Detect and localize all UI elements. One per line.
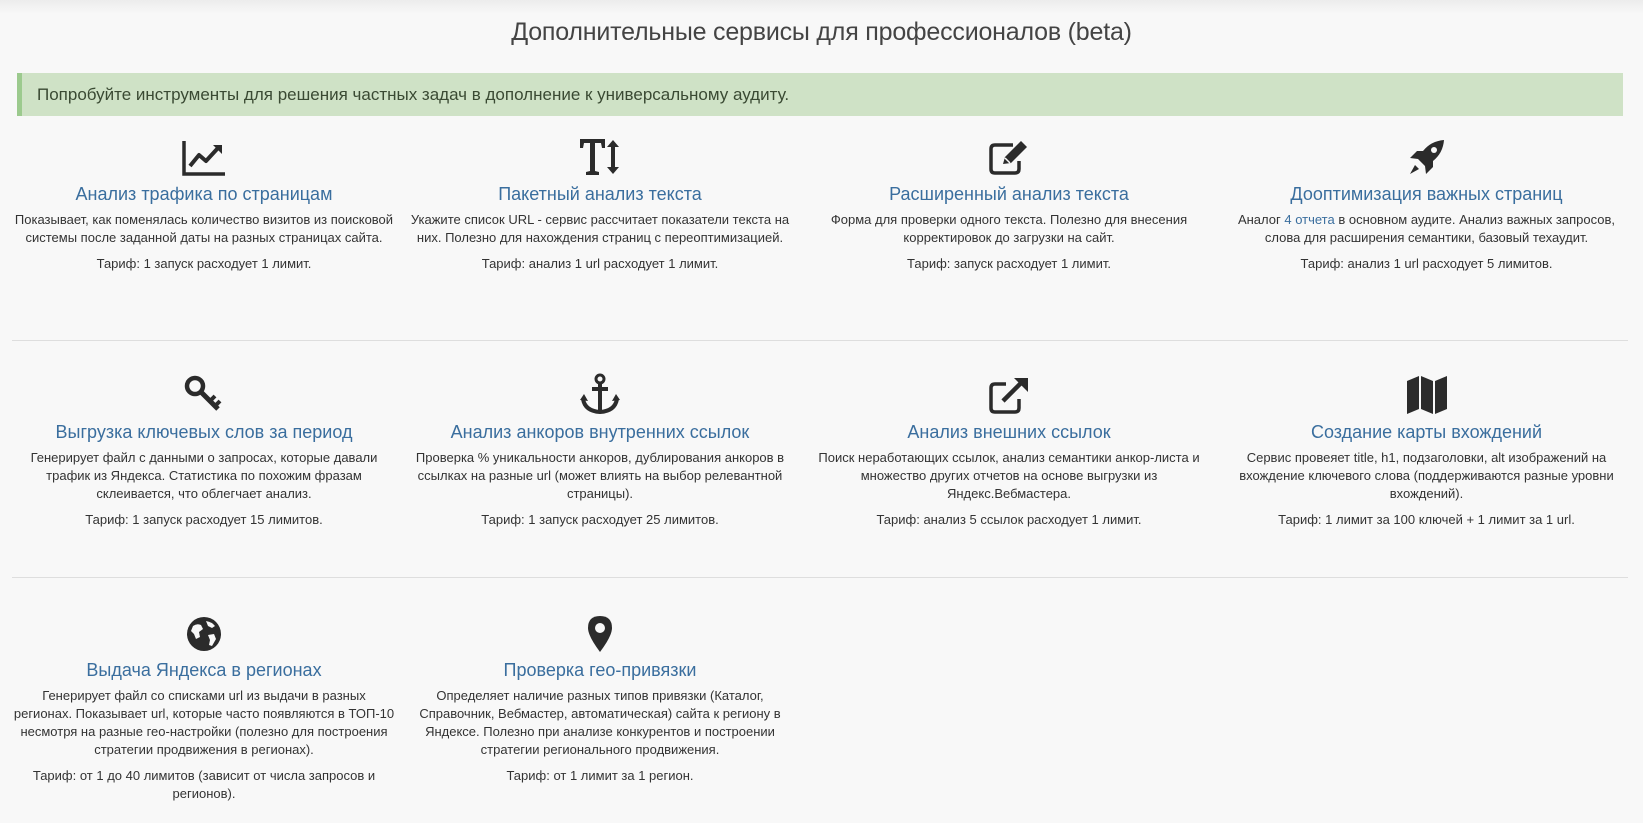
service-description: Сервис провеяет title, h1, подзаголовки, alt изображений на вхождение ключевого слова (поддерживаются разные уровни вхождений). bbox=[1239, 450, 1614, 501]
service-description: Проверка % уникальности анкоров, дублирования анкоров в ссылках на разные url (может влиять на выбор релевантной страницы). bbox=[415, 450, 785, 501]
service-link-keywords[interactable]: Выгрузка ключевых слов за период bbox=[55, 422, 353, 442]
service-description: Укажите список URL - сервис рассчитает показатели текста на них. Полезно для нахождения страниц с переоптимизацией. bbox=[410, 212, 790, 245]
service-tariff: Тариф: анализ 1 url расходует 5 лимитов. bbox=[1300, 256, 1553, 271]
service-tariff: Тариф: 1 запуск расходует 25 лимитов. bbox=[481, 512, 719, 527]
services-row-1 bbox=[8, 133, 1635, 343]
service-card-regional-serp bbox=[8, 609, 400, 819]
service-link-extended-text[interactable]: Расширенный анализ текста bbox=[889, 184, 1129, 204]
service-link-geo-binding[interactable]: Проверка гео-привязки bbox=[503, 660, 697, 680]
service-card-anchors bbox=[400, 371, 800, 581]
service-description bbox=[1222, 211, 1631, 247]
service-link-anchors[interactable]: Анализ анкоров внутренних ссылок bbox=[450, 422, 750, 442]
service-card-keywords bbox=[8, 371, 400, 581]
report-4-link[interactable]: 4 отчета bbox=[1284, 212, 1335, 227]
desc-text: в основном аудите. Анализ важных запросов, слова для расширения семантики, базовый техаудит. bbox=[1264, 212, 1616, 245]
service-description: Форма для проверки одного текста. Полезно для внесения корректировок до загрузки на сайт. bbox=[830, 212, 1188, 245]
service-link-reoptimization[interactable]: Дооптимизация важных страниц bbox=[1290, 184, 1563, 204]
service-tariff: Тариф: 1 лимит за 100 ключей + 1 лимит за 1 url. bbox=[1278, 512, 1575, 527]
map-icon bbox=[1222, 371, 1631, 415]
edit-icon bbox=[804, 133, 1214, 177]
key-icon bbox=[12, 371, 396, 415]
service-link-traffic[interactable]: Анализ трафика по страницам bbox=[75, 184, 333, 204]
desc-text: Аналог bbox=[1237, 212, 1285, 227]
service-card-reoptimization bbox=[1218, 133, 1635, 343]
map-marker-icon bbox=[404, 609, 796, 653]
row-divider bbox=[12, 577, 1628, 578]
service-tariff: Тариф: 1 запуск расходует 15 лимитов. bbox=[85, 512, 323, 527]
service-description: Определяет наличие разных типов привязки (Каталог, Справочник, Вебмастер, автоматическая) сайта к региону в Яндексе. Полезно при анализе конкурентов и построении стратегии регионального продвижения. bbox=[419, 688, 781, 757]
services-row-2 bbox=[8, 371, 1635, 581]
service-description: Показывает, как поменялась количество визитов из поисковой системы после заданной даты на разных страницах сайта. bbox=[14, 212, 394, 245]
service-card-traffic bbox=[8, 133, 400, 343]
service-tariff: Тариф: от 1 лимит за 1 регион. bbox=[506, 768, 694, 783]
service-card-extended-text bbox=[800, 133, 1218, 343]
text-height-icon bbox=[404, 133, 796, 177]
service-description: Генерирует файл со списками url из выдачи в разных регионах. Показывает url, которые часто появляются в ТОП-10 несмотря на разные гео-настройки (полезно для построения стратегии продвижения в регионах). bbox=[13, 688, 395, 757]
service-card-external-links bbox=[800, 371, 1218, 581]
external-link-icon bbox=[804, 371, 1214, 415]
services-row-3 bbox=[8, 609, 1635, 819]
service-card-geo-binding bbox=[400, 609, 800, 819]
service-description: Поиск неработающих ссылок, анализ семантики анкор-листа и множество других отчетов на основе выгрузки из Яндекс.Вебмастера. bbox=[818, 450, 1200, 501]
line-chart-icon bbox=[12, 133, 396, 177]
page-title: Дополнительные сервисы для профессионалов (beta) bbox=[511, 18, 1132, 46]
service-tariff: Тариф: запуск расходует 1 лимит. bbox=[907, 256, 1111, 271]
service-link-external-links[interactable]: Анализ внешних ссылок bbox=[907, 422, 1111, 442]
service-card-batch-text bbox=[400, 133, 800, 343]
rocket-icon bbox=[1222, 133, 1631, 177]
anchor-icon bbox=[404, 371, 796, 415]
service-tariff: Тариф: от 1 до 40 лимитов (зависит от числа запросов и регионов). bbox=[32, 768, 376, 801]
service-link-batch-text[interactable]: Пакетный анализ текста bbox=[498, 184, 702, 204]
service-link-regional-serp[interactable]: Выдача Яндекса в регионах bbox=[86, 660, 322, 680]
service-card-entry-map bbox=[1218, 371, 1635, 581]
service-tariff: Тариф: анализ 5 ссылок расходует 1 лимит. bbox=[876, 512, 1142, 527]
row-divider bbox=[12, 340, 1628, 341]
service-description: Генерирует файл с данными о запросах, которые давали трафик из Яндекса. Статистика по похожим фразам склеивается, что облегчает анализ. bbox=[30, 450, 378, 501]
alert-text: Попробуйте инструменты для решения частных задач в дополнение к универсальному аудиту. bbox=[37, 84, 790, 104]
info-alert bbox=[17, 73, 1623, 116]
service-tariff: Тариф: анализ 1 url расходует 1 лимит. bbox=[481, 256, 719, 271]
service-tariff: Тариф: 1 запуск расходует 1 лимит. bbox=[96, 256, 312, 271]
top-shadow bbox=[0, 0, 1643, 14]
service-link-entry-map[interactable]: Создание карты вхождений bbox=[1310, 422, 1543, 442]
globe-icon bbox=[12, 609, 396, 653]
